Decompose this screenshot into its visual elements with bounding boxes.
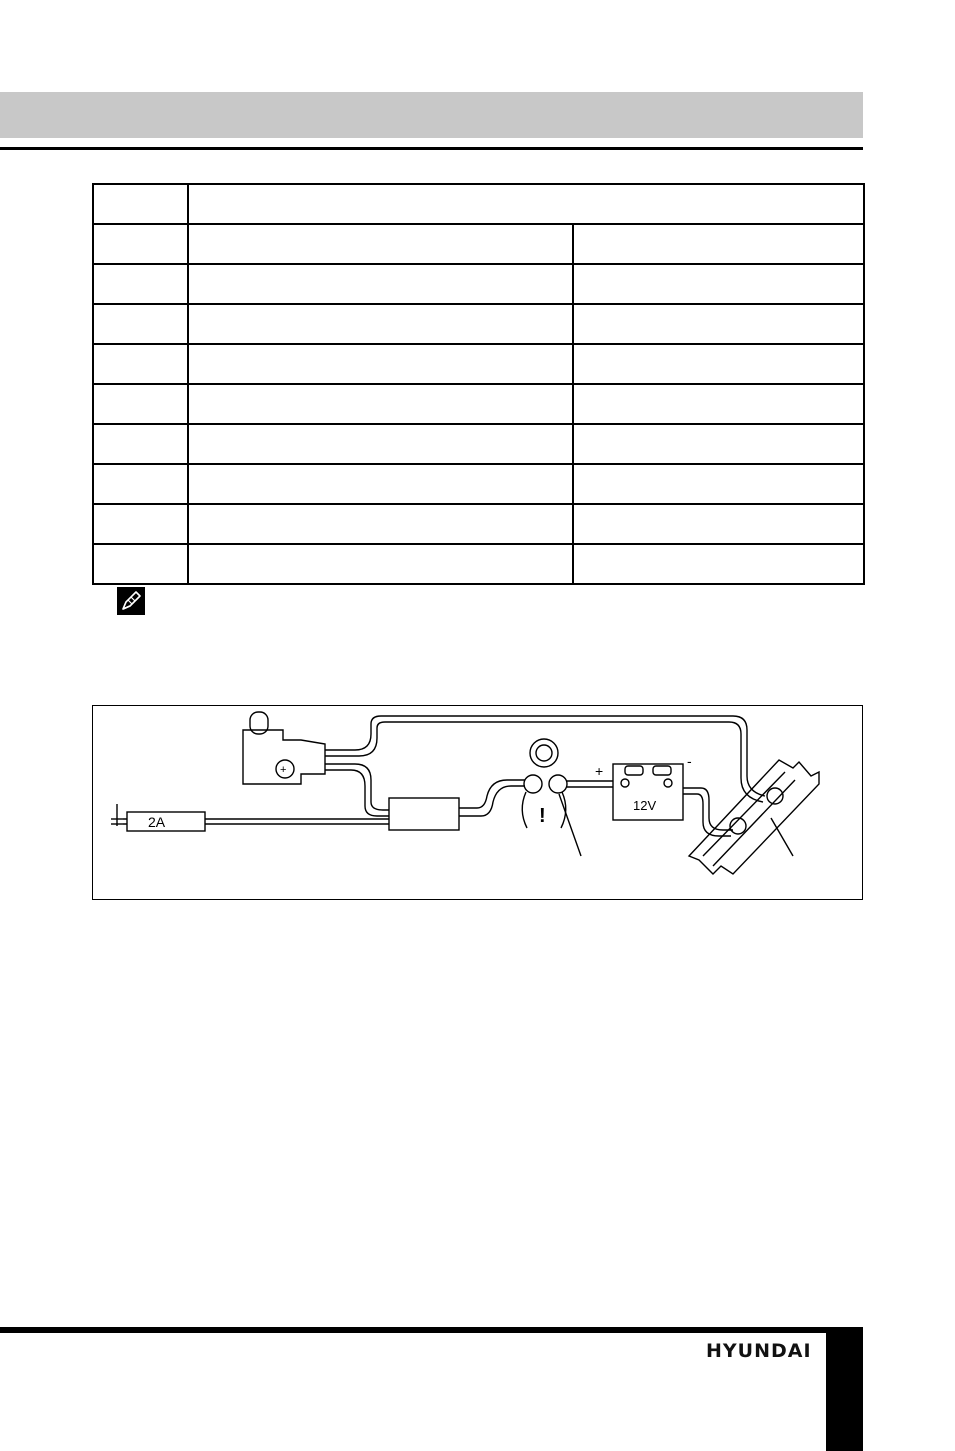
wiring-diagram [92, 705, 863, 900]
table-cell [93, 264, 188, 304]
table-cell [188, 544, 573, 584]
table-cell [573, 264, 864, 304]
table-cell [188, 344, 573, 384]
table-cell [188, 424, 573, 464]
table-cell [188, 464, 573, 504]
section-header-band [0, 92, 863, 138]
table-cell [573, 384, 864, 424]
inline-filter-box [389, 798, 459, 830]
table-cell [573, 544, 864, 584]
table-cell [188, 304, 573, 344]
table-cell [188, 504, 573, 544]
warning-symbol: ! [539, 805, 546, 827]
wiring-table [92, 183, 865, 585]
battery-label: 12V [633, 798, 657, 813]
battery-plus-sign: + [595, 763, 604, 779]
table-row [93, 424, 864, 464]
footer-rule [0, 1327, 863, 1333]
connector-cap [250, 712, 268, 734]
table-cell [93, 344, 188, 384]
table-cell [188, 224, 573, 264]
table-cell [188, 384, 573, 424]
note-pencil-icon [117, 587, 145, 615]
table-row [93, 344, 864, 384]
fuse-label: 2A [148, 814, 166, 830]
table-cell [93, 304, 188, 344]
table-cell [573, 424, 864, 464]
table-cell [188, 184, 864, 224]
table-row [93, 504, 864, 544]
table-cell [93, 464, 188, 504]
table-row [93, 264, 864, 304]
ignition-lock [530, 739, 558, 767]
battery-minus-sign: - [687, 753, 692, 769]
table-cell [573, 344, 864, 384]
table-cell [573, 224, 864, 264]
fuse-box [127, 812, 205, 831]
table-row [93, 384, 864, 424]
table-cell [93, 424, 188, 464]
brand-logo: HYUNDAI [706, 1340, 812, 1362]
table-row [93, 304, 864, 344]
table-cell [573, 304, 864, 344]
table-header-row [93, 184, 864, 224]
table-cell [188, 264, 573, 304]
table-row [93, 544, 864, 584]
table-row [93, 224, 864, 264]
header-rule [0, 147, 863, 150]
table-cell [93, 504, 188, 544]
table-cell [573, 504, 864, 544]
table-cell [93, 224, 188, 264]
page-tab [826, 1329, 863, 1451]
ground-symbol: + [280, 764, 287, 776]
table-cell [573, 464, 864, 504]
table-cell [93, 384, 188, 424]
table-cell [93, 184, 188, 224]
table-cell [93, 544, 188, 584]
table-row [93, 464, 864, 504]
